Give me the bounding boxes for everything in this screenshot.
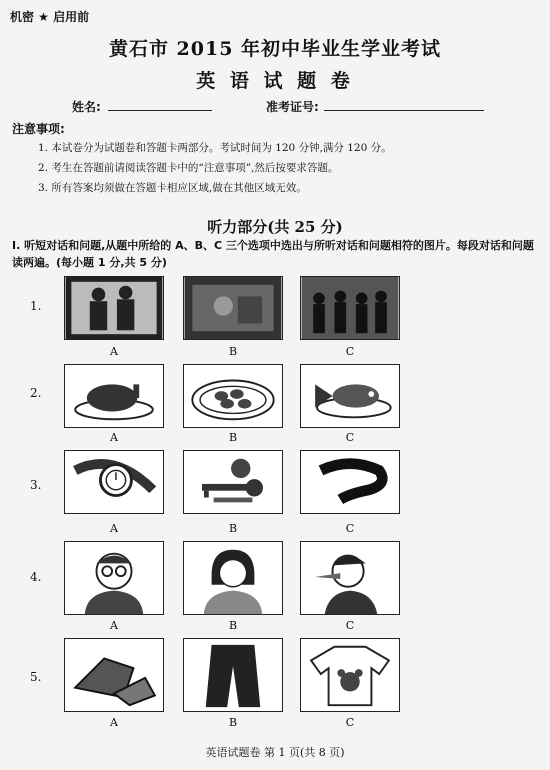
belt-image[interactable] xyxy=(300,450,400,514)
dark-scene-image[interactable] xyxy=(183,276,283,340)
roast-chicken-image[interactable] xyxy=(64,364,164,428)
option-label-b: B xyxy=(228,345,238,358)
option-label-a: A xyxy=(110,522,118,535)
option-label-a: A xyxy=(110,619,118,632)
trousers-image[interactable] xyxy=(183,638,283,712)
boy-long-nose-image[interactable] xyxy=(300,541,400,615)
crowd-scene-image[interactable] xyxy=(300,276,400,340)
note-item-2: 2. 考生在答题前请阅读答题卡中的“注意事项”,然后按要求答题。 xyxy=(38,162,339,174)
name-blank-line xyxy=(108,98,212,111)
option-label-b: B xyxy=(228,522,238,535)
option-label-c: C xyxy=(345,345,355,358)
notes-heading: 注意事项: xyxy=(12,122,65,136)
option-label-c: C xyxy=(345,431,355,444)
question-number: 3. xyxy=(30,478,42,492)
t-shirt-image[interactable] xyxy=(300,638,400,712)
option-label-b: B xyxy=(228,619,238,632)
option-label-c: C xyxy=(345,619,355,632)
watch-image[interactable] xyxy=(64,450,164,514)
question-number: 2. xyxy=(30,386,42,400)
note-item-3: 3. 所有答案均须做在答题卡相应区域,做在其他区域无效。 xyxy=(38,182,307,194)
listening-instruction: I. 听短对话和问题,从题中所给的 A、B、C 三个选项中选出与所听对话和问题相符的图片。每段对话和问题读两遍。(每小题 1 分,共 5 分) xyxy=(12,239,534,269)
fish-plate-image[interactable] xyxy=(300,364,400,428)
two-people-silhouette-image[interactable] xyxy=(64,276,164,340)
option-label-a: A xyxy=(110,431,118,444)
exam-number-blank-line xyxy=(324,98,484,111)
option-label-b: B xyxy=(228,431,238,444)
page-footer: 英语试题卷 第 1 页(共 8 页) xyxy=(205,746,345,759)
dumplings-plate-image[interactable] xyxy=(183,364,283,428)
man-with-glasses-image[interactable] xyxy=(64,541,164,615)
note-item-1: 1. 本试卷分为试题卷和答题卡两部分。考试时间为 120 分钟,满分 120 分。 xyxy=(38,142,392,154)
exam-title: 黄石市 2015 年初中毕业生学业考试 xyxy=(108,38,442,60)
keys-image[interactable] xyxy=(183,450,283,514)
question-number: 1. xyxy=(30,299,42,313)
question-number: 5. xyxy=(30,670,42,684)
gloves-image[interactable] xyxy=(64,638,164,712)
exam-number-label: 准考证号: xyxy=(266,100,319,114)
option-label-a: A xyxy=(110,716,118,729)
option-label-a: A xyxy=(110,345,118,358)
name-label: 姓名: xyxy=(72,100,101,114)
option-label-b: B xyxy=(228,716,238,729)
question-number: 4. xyxy=(30,570,42,584)
option-label-c: C xyxy=(345,716,355,729)
listening-section-title: 听力部分(共 25 分) xyxy=(207,218,343,236)
option-label-c: C xyxy=(345,522,355,535)
girl-short-hair-image[interactable] xyxy=(183,541,283,615)
confidential-mark: 机密 ★ 启用前 xyxy=(10,10,90,24)
exam-subtitle: 英 语 试 题 卷 xyxy=(196,70,354,92)
